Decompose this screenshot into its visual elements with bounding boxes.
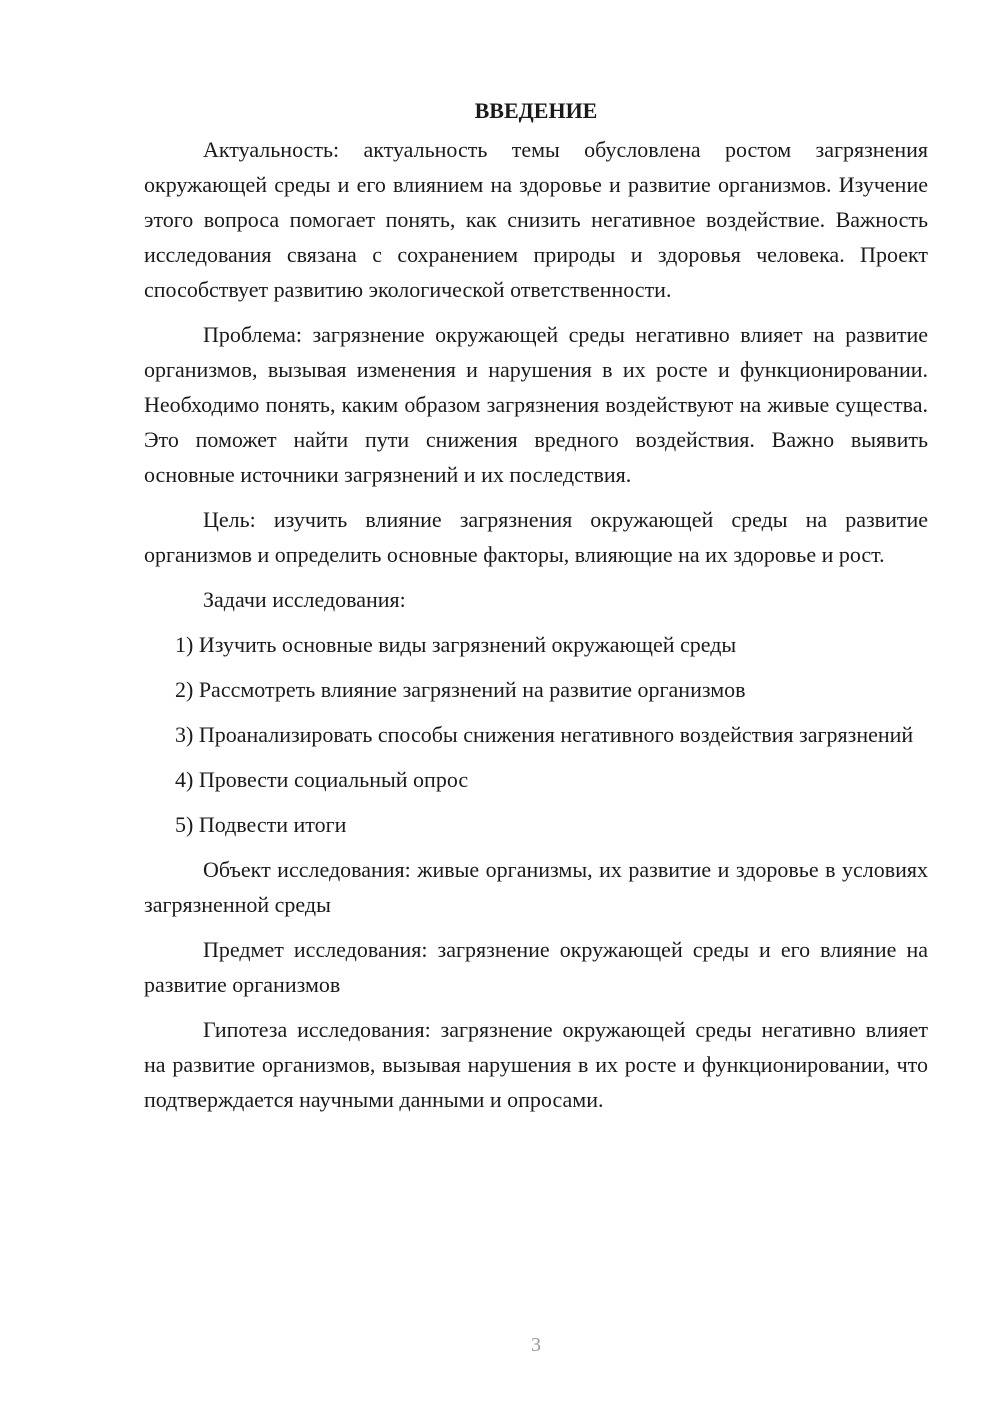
hypothesis-paragraph: Гипотеза исследования: загрязнение окружающей среды негативно влияет на развитие организмов, вызывая нарушения в их росте и функционировании, что подтверждается научными данными и опросами. <box>144 1017 928 1112</box>
goal-paragraph: Цель: изучить влияние загрязнения окружающей среды на развитие организмов и определить основные факторы, влияющие на их здоровье и рост. <box>144 507 928 567</box>
task-item-3: 3) Проанализировать способы снижения негативного воздействия загрязнений <box>175 722 914 747</box>
section-heading: ВВЕДЕНИЕ <box>474 98 598 123</box>
task-item-1: 1) Изучить основные виды загрязнений окружающей среды <box>175 632 737 657</box>
object-paragraph: Объект исследования: живые организмы, их развитие и здоровье в условиях загрязненной среды <box>144 857 928 917</box>
task-item-5: 5) Подвести итоги <box>175 812 347 837</box>
tasks-heading: Задачи исследования: <box>203 587 406 612</box>
document-page <box>144 96 928 1127</box>
relevance-paragraph: Актуальность: актуальность темы обусловлена ростом загрязнения окружающей среды и его влиянием на здоровье и развитие организмов. Изучение этого вопроса помогает понять, как снизить негативное воздействие. Важность исследования связана с сохранением природы и здоровья человека. Проект способствует развитию экологической ответственности. <box>144 137 928 302</box>
task-item-2: 2) Рассмотреть влияние загрязнений на развитие организмов <box>175 677 746 702</box>
problem-paragraph: Проблема: загрязнение окружающей среды негативно влияет на развитие организмов, вызывая изменения и нарушения в их росте и функционировании. Необходимо понять, каким образом загрязнения воздействуют на живые существа. Это поможет найти пути снижения вредного воздействия. Важно выявить основные источники загрязнений и их последствия. <box>144 322 928 487</box>
subject-paragraph: Предмет исследования: загрязнение окружающей среды и его влияние на развитие организмов <box>144 937 928 997</box>
task-item-4: 4) Провести социальный опрос <box>175 767 469 792</box>
page-number: 3 <box>531 1334 541 1356</box>
